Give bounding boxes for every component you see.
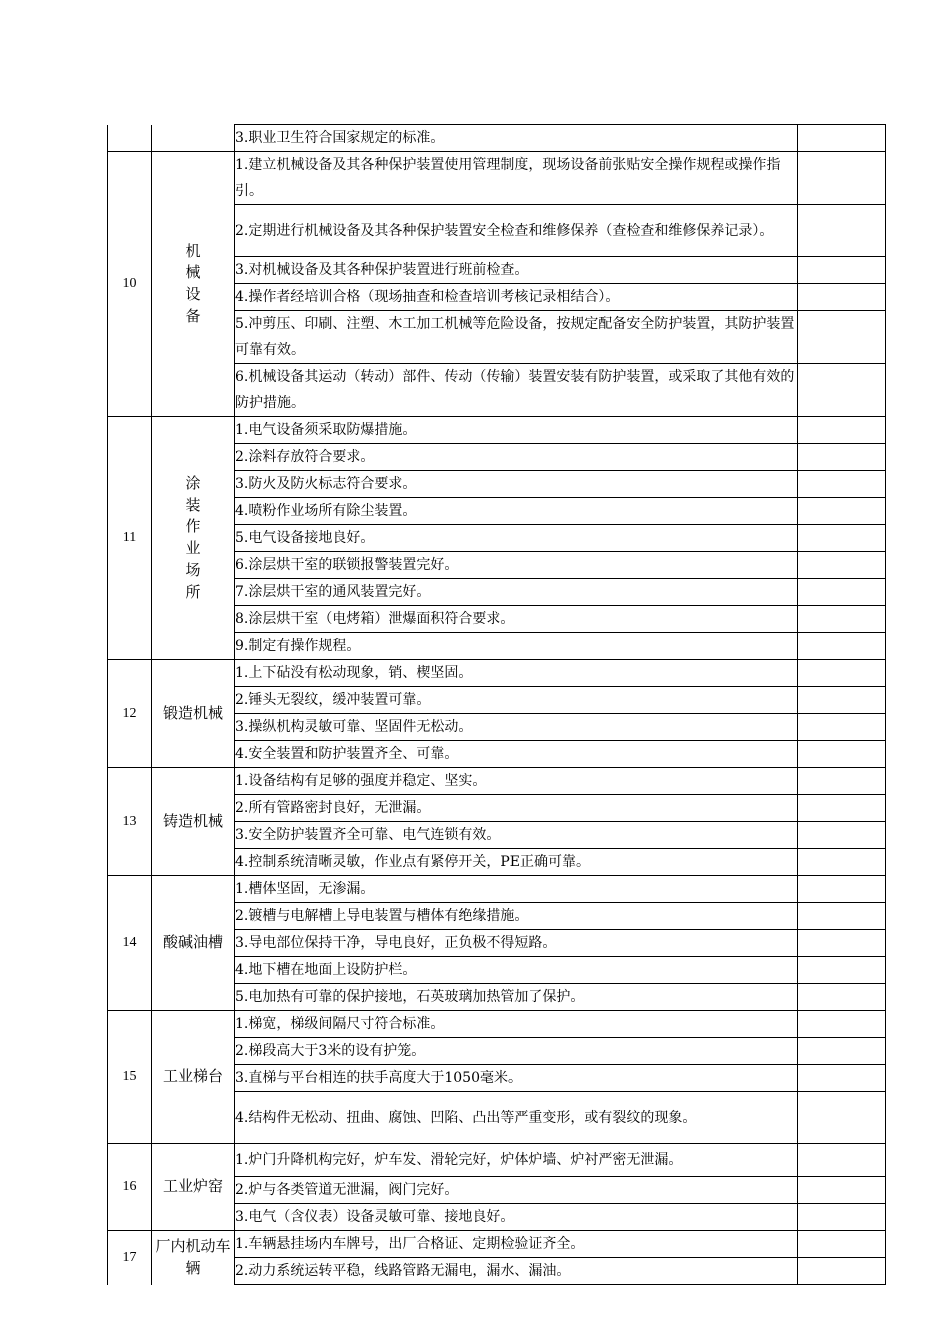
requirement-text: 2.定期进行机械设备及其各种保护装置安全检查和维修保养（查检查和维修保养记录）。 — [235, 205, 798, 257]
check-result-cell[interactable] — [798, 1204, 886, 1231]
check-result-cell[interactable] — [798, 903, 886, 930]
check-result-cell[interactable] — [798, 1144, 886, 1177]
item-number — [108, 125, 152, 152]
category-cell — [152, 1011, 235, 1144]
category-label: 铸造机械 — [162, 811, 223, 830]
requirement-text: 3.防火及防火标志符合要求。 — [235, 471, 798, 498]
item-number: 11 — [108, 417, 152, 660]
check-result-cell[interactable] — [798, 498, 886, 525]
check-result-cell[interactable] — [798, 552, 886, 579]
item-number: 14 — [108, 876, 152, 1011]
item-number: 12 — [108, 660, 152, 768]
requirement-text: 3.对机械设备及其各种保护装置进行班前检查。 — [235, 257, 798, 284]
requirement-text: 3.安全防护装置齐全可靠、电气连锁有效。 — [235, 822, 798, 849]
category-label: 锻造机械 — [162, 703, 223, 722]
requirement-text: 6.机械设备其运动（转动）部件、传动（传输）装置安装有防护装置，或采取了其他有效的防护措施。 — [235, 364, 798, 417]
check-result-cell[interactable] — [798, 849, 886, 876]
check-result-cell[interactable] — [798, 768, 886, 795]
check-result-cell[interactable] — [798, 444, 886, 471]
requirement-text: 8.涂层烘干室（电烤箱）泄爆面积符合要求。 — [235, 606, 798, 633]
requirement-text: 1.槽体坚固，无渗漏。 — [235, 876, 798, 903]
check-result-cell[interactable] — [798, 822, 886, 849]
requirement-text: 2.所有管路密封良好，无泄漏。 — [235, 795, 798, 822]
requirement-text: 4.安全装置和防护装置齐全、可靠。 — [235, 741, 798, 768]
check-result-cell[interactable] — [798, 1177, 886, 1204]
check-result-cell[interactable] — [798, 930, 886, 957]
category-label: 厂内机动车辆 — [155, 1237, 231, 1277]
requirement-text: 3.电气（含仪表）设备灵敏可靠、接地良好。 — [235, 1204, 798, 1231]
requirement-text: 9.制定有操作规程。 — [235, 633, 798, 660]
category-cell — [152, 125, 235, 152]
requirement-text: 2.镀槽与电解槽上导电装置与槽体有绝缘措施。 — [235, 903, 798, 930]
requirement-text: 3.导电部位保持干净，导电良好，正负极不得短路。 — [235, 930, 798, 957]
category-cell — [152, 1144, 235, 1231]
requirement-text: 6.涂层烘干室的联锁报警装置完好。 — [235, 552, 798, 579]
check-result-cell[interactable] — [798, 1258, 886, 1285]
requirement-text: 3.直梯与平台相连的扶手高度大于1050毫米。 — [235, 1065, 798, 1092]
category-label: 机械设备 — [185, 241, 201, 325]
category-cell — [152, 768, 235, 876]
check-result-cell[interactable] — [798, 1231, 886, 1258]
requirement-text: 2.动力系统运转平稳，线路管路无漏电，漏水、漏油。 — [235, 1258, 798, 1285]
table-row — [108, 125, 886, 152]
check-result-cell[interactable] — [798, 714, 886, 741]
requirement-text: 2.锤头无裂纹，缓冲装置可靠。 — [235, 687, 798, 714]
check-result-cell[interactable] — [798, 1065, 886, 1092]
item-number: 15 — [108, 1011, 152, 1144]
check-result-cell[interactable] — [798, 579, 886, 606]
item-number: 17 — [108, 1231, 152, 1285]
table-row — [108, 417, 886, 444]
check-result-cell[interactable] — [798, 606, 886, 633]
requirement-text: 2.涂料存放符合要求。 — [235, 444, 798, 471]
requirement-text: 3.职业卫生符合国家规定的标准。 — [235, 125, 798, 152]
table-row — [108, 660, 886, 687]
check-result-cell[interactable] — [798, 525, 886, 552]
requirement-text: 1.车辆悬挂场内车牌号，出厂合格证、定期检验证齐全。 — [235, 1231, 798, 1258]
category-cell — [152, 152, 235, 417]
table-body — [108, 125, 886, 1285]
item-number: 16 — [108, 1144, 152, 1231]
category-label: 酸碱油槽 — [162, 933, 223, 952]
inspection-table — [107, 124, 886, 1285]
requirement-text: 4.操作者经培训合格（现场抽查和检查培训考核记录相结合）。 — [235, 284, 798, 311]
requirement-text: 5.电气设备接地良好。 — [235, 525, 798, 552]
requirement-text: 1.梯宽，梯级间隔尺寸符合标准。 — [235, 1011, 798, 1038]
requirement-text: 4.结构件无松动、扭曲、腐蚀、凹陷、凸出等严重变形，或有裂纹的现象。 — [235, 1092, 798, 1144]
check-result-cell[interactable] — [798, 957, 886, 984]
requirement-text: 2.梯段高大于3米的设有护笼。 — [235, 1038, 798, 1065]
check-result-cell[interactable] — [798, 471, 886, 498]
category-cell — [152, 1231, 235, 1285]
check-result-cell[interactable] — [798, 660, 886, 687]
check-result-cell[interactable] — [798, 687, 886, 714]
table-row — [108, 876, 886, 903]
category-label: 涂装作业场所 — [185, 473, 201, 601]
check-result-cell[interactable] — [798, 284, 886, 311]
check-result-cell[interactable] — [798, 152, 886, 205]
requirement-text: 5.电加热有可靠的保护接地，石英玻璃加热管加了保护。 — [235, 984, 798, 1011]
requirement-text: 1.电气设备须采取防爆措施。 — [235, 417, 798, 444]
check-result-cell[interactable] — [798, 1038, 886, 1065]
check-result-cell[interactable] — [798, 311, 886, 364]
check-result-cell[interactable] — [798, 741, 886, 768]
check-result-cell[interactable] — [798, 257, 886, 284]
check-result-cell[interactable] — [798, 1092, 886, 1144]
check-result-cell[interactable] — [798, 125, 886, 152]
requirement-text: 1.设备结构有足够的强度并稳定、坚实。 — [235, 768, 798, 795]
category-cell — [152, 660, 235, 768]
requirement-text: 2.炉与各类管道无泄漏，阀门完好。 — [235, 1177, 798, 1204]
requirement-text: 1.建立机械设备及其各种保护装置使用管理制度，现场设备前张贴安全操作规程或操作指引。 — [235, 152, 798, 205]
table-row — [108, 1144, 886, 1177]
check-result-cell[interactable] — [798, 876, 886, 903]
category-cell — [152, 876, 235, 1011]
item-number: 13 — [108, 768, 152, 876]
check-result-cell[interactable] — [798, 984, 886, 1011]
table-row — [108, 768, 886, 795]
check-result-cell[interactable] — [798, 364, 886, 417]
category-cell — [152, 417, 235, 660]
requirement-text: 4.控制系统清晰灵敏，作业点有紧停开关，PE正确可靠。 — [235, 849, 798, 876]
check-result-cell[interactable] — [798, 205, 886, 257]
requirement-text: 5.冲剪压、印刷、注塑、木工加工机械等危险设备，按规定配备安全防护装置，其防护装置可靠有效。 — [235, 311, 798, 364]
requirement-text: 1.上下砧没有松动现象，销、楔坚固。 — [235, 660, 798, 687]
table-row — [108, 1011, 886, 1038]
table-row — [108, 1231, 886, 1258]
category-label: 工业梯台 — [162, 1067, 223, 1086]
check-result-cell[interactable] — [798, 417, 886, 444]
item-number: 10 — [108, 152, 152, 417]
requirement-text: 4.喷粉作业场所有除尘装置。 — [235, 498, 798, 525]
check-result-cell[interactable] — [798, 633, 886, 660]
requirement-text: 1.炉门升降机构完好，炉车发、滑轮完好，炉体炉墙、炉衬严密无泄漏。 — [235, 1144, 798, 1177]
check-result-cell[interactable] — [798, 795, 886, 822]
table-row — [108, 152, 886, 205]
requirement-text: 4.地下槽在地面上设防护栏。 — [235, 957, 798, 984]
check-result-cell[interactable] — [798, 1011, 886, 1038]
requirement-text: 3.操纵机构灵敏可靠、坚固件无松动。 — [235, 714, 798, 741]
requirement-text: 7.涂层烘干室的通风装置完好。 — [235, 579, 798, 606]
category-label: 工业炉窑 — [162, 1177, 223, 1196]
